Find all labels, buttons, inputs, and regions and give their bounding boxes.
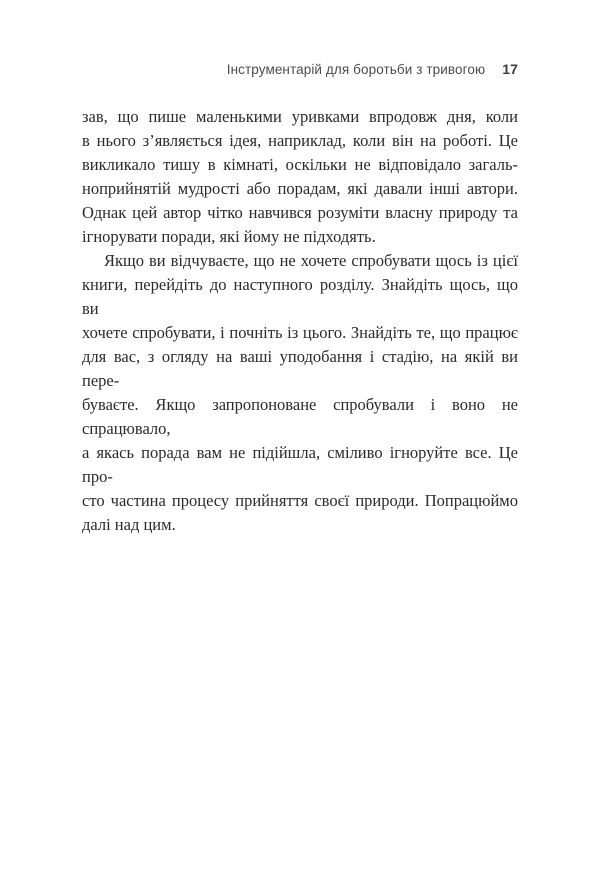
text-line: Однак цей автор чітко навчився розуміти власну природу та [82, 203, 518, 222]
text-line: в нього з’являється ідея, наприклад, коли він на роботі. Це [82, 131, 518, 150]
text-line: хочете спробувати, і почніть із цього. Знайдіть те, що працює [82, 323, 518, 342]
text-line: книги, перейдіть до наступного розділу. Знайдіть щось, що ви [82, 275, 518, 318]
text-line: Якщо ви відчуваєте, що не хочете спробувати щось із цієї [104, 251, 518, 270]
text-line: а якась порада вам не підійшла, сміливо ігноруйте все. Це про- [82, 443, 518, 486]
text-line: викликало тишу в кімнаті, оскільки не відповідало загаль- [82, 155, 518, 174]
text-line: ноприйнятій мудрості або порадам, які давали інші автори. [82, 179, 518, 198]
running-title: Інструментарій для боротьби з тривогою [226, 62, 486, 77]
body-text [82, 105, 518, 537]
paragraph [82, 105, 518, 249]
text-line: ігнорувати поради, які йому не підходять. [82, 227, 376, 246]
text-line: сто частина процесу прийняття своєї природи. Попрацюймо [82, 491, 518, 510]
text-line: для вас, з огляду на ваші уподобання і стадію, на якій ви пере- [82, 347, 518, 390]
page-number: 17 [502, 61, 518, 77]
text-line: буваєте. Якщо запропоноване спробували і воно не спрацювало, [82, 395, 518, 438]
paragraph [82, 249, 518, 537]
text-line: зав, що пише маленькими уривками впродовж дня, коли [82, 107, 518, 126]
running-header [82, 61, 518, 78]
text-line: далі над цим. [82, 515, 176, 534]
